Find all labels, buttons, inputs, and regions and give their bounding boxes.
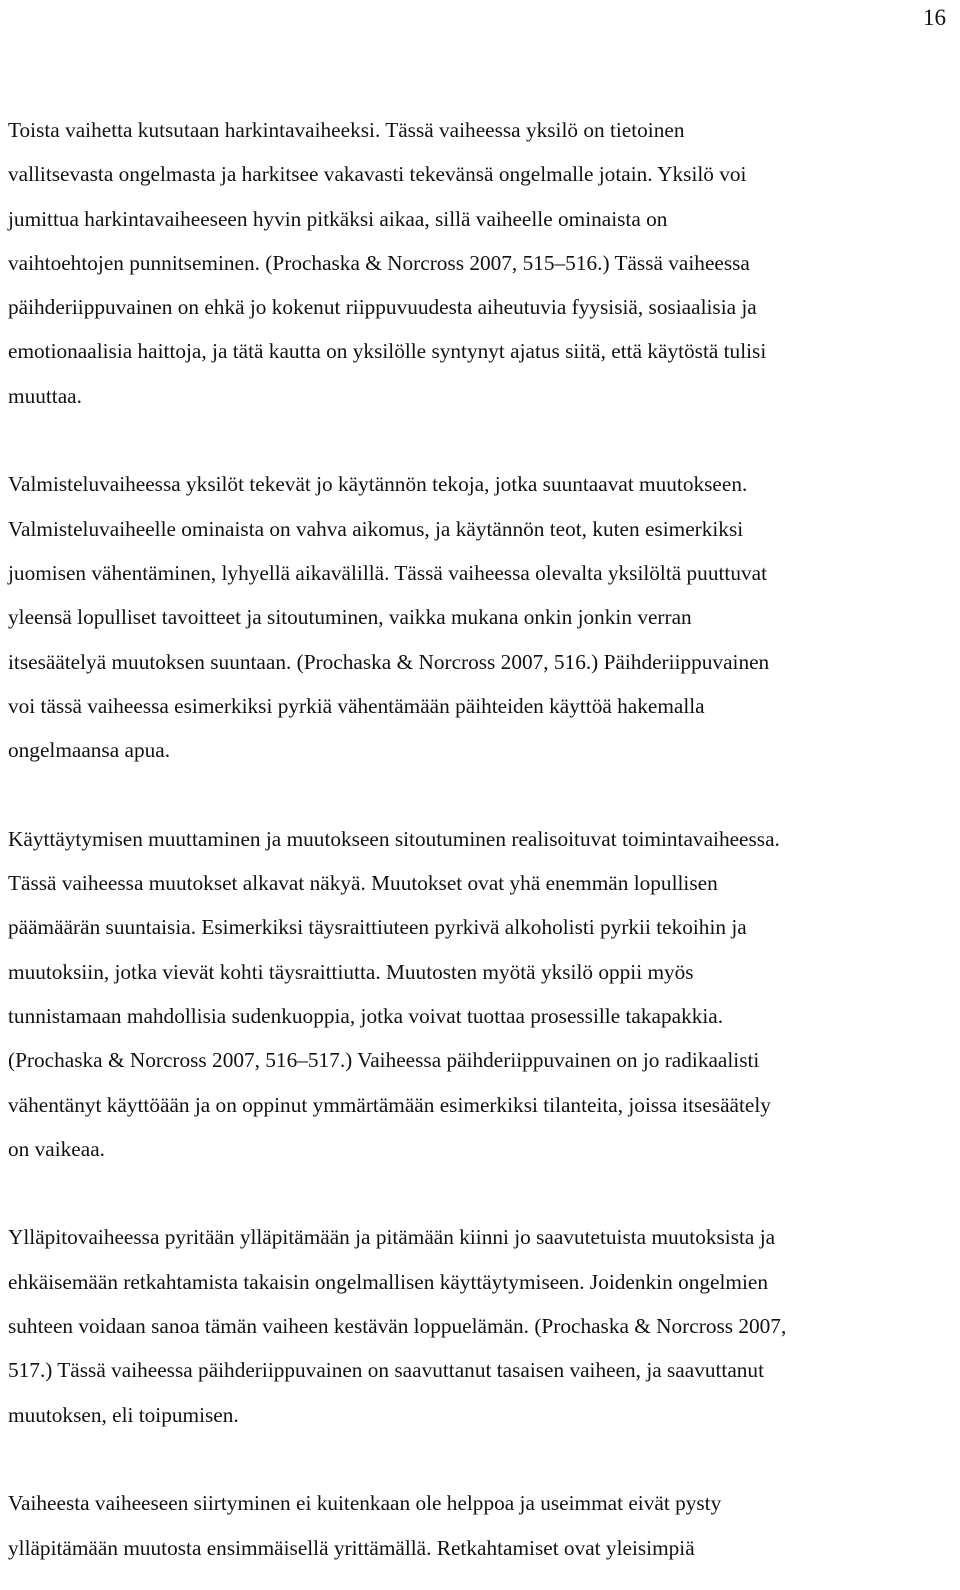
- document-body: [8, 108, 948, 1570]
- text-line: muutoksiin, jotka vievät kohti täysraittiutta. Muutosten myötä yksilö oppii myös: [8, 959, 694, 984]
- paragraph-toimintavaihe: [8, 817, 948, 1171]
- text-line: 517.) Tässä vaiheessa päihderiippuvainen on saavuttanut tasaisen vaiheen, ja saavuttanut: [8, 1358, 764, 1383]
- paragraph-vaiheesta-vaiheeseen: [8, 1481, 948, 1570]
- text-line: suhteen voidaan sanoa tämän vaiheen kestävän loppuelämän. (Prochaska & Norcross 2007,: [8, 1314, 787, 1339]
- paragraph-yllapitovaihe: [8, 1215, 948, 1436]
- text-line: muutoksen, eli toipumisen.: [8, 1402, 239, 1427]
- text-line: Toista vaihetta kutsutaan harkintavaiheeksi. Tässä vaiheessa yksilö on tietoinen: [8, 118, 685, 142]
- text-line: ylläpitämään muutosta ensimmäisellä yrittämällä. Retkahtamiset ovat yleisimpiä: [8, 1535, 695, 1560]
- paragraph-spacer: [8, 1437, 948, 1481]
- paragraph-spacer: [8, 1171, 948, 1215]
- text-line: emotionaalisia haittoja, ja tätä kautta on yksilölle syntynyt ajatus siitä, että käytöstä tulisi: [8, 339, 767, 364]
- text-line: Tässä vaiheessa muutokset alkavat näkyä. Muutokset ovat yhä enemmän lopullisen: [8, 871, 718, 896]
- paragraph-harkintavaihe: [8, 108, 948, 418]
- text-line: itsesäätelyä muutoksen suuntaan. (Prochaska & Norcross 2007, 516.) Päihderiippuvainen: [8, 649, 770, 674]
- text-line: tunnistamaan mahdollisia sudenkuoppia, jotka voivat tuottaa prosessille takapakkia.: [8, 1003, 724, 1028]
- text-line: Vaiheesta vaiheeseen siirtyminen ei kuitenkaan ole helppoa ja useimmat eivät pysty: [8, 1491, 722, 1516]
- text-line: Valmisteluvaiheessa yksilöt tekevät jo käytännön tekoja, jotka suuntaavat muutokseen.: [8, 472, 748, 497]
- text-line: voi tässä vaiheessa esimerkiksi pyrkiä vähentämään päihteiden käyttöä hakemalla: [8, 693, 705, 718]
- text-line: juomisen vähentäminen, lyhyellä aikavälillä. Tässä vaiheessa olevalta yksilöltä puuttuvat: [8, 560, 767, 585]
- text-line: Käyttäytymisen muuttaminen ja muutokseen sitoutuminen realisoituvat toimintavaiheessa.: [8, 826, 780, 851]
- page-number: 16: [923, 5, 946, 30]
- paragraph-spacer: [8, 772, 948, 816]
- text-line: Valmisteluvaiheelle ominaista on vahva aikomus, ja käytännön teot, kuten esimerkiksi: [8, 516, 744, 541]
- paragraph-valmisteluvaihe: [8, 462, 948, 772]
- text-line: Ylläpitovaiheessa pyritään ylläpitämään ja pitämään kiinni jo saavutetuista muutoksista ja: [8, 1225, 776, 1250]
- text-line: jumittua harkintavaiheeseen hyvin pitkäksi aikaa, sillä vaiheelle ominaista on: [8, 206, 668, 231]
- text-line: päämäärän suuntaisia. Esimerkiksi täysraittiuteen pyrkivä alkoholisti pyrkii tekoihin ja: [8, 915, 747, 940]
- text-line: päihderiippuvainen on ehkä jo kokenut riippuvuudesta aiheutuvia fyysisiä, sosiaalisia ja: [8, 295, 757, 320]
- text-line: yleensä lopulliset tavoitteet ja sitoutuminen, vaikka mukana onkin jonkin verran: [8, 605, 692, 630]
- text-line: vallitsevasta ongelmasta ja harkitsee vakavasti tekevänsä ongelmalle jotain. Yksilö voi: [8, 162, 747, 187]
- paragraph-spacer: [8, 418, 948, 462]
- text-line: vaihtoehtojen punnitseminen. (Prochaska & Norcross 2007, 515–516.) Tässä vaiheessa: [8, 250, 750, 275]
- text-line: on vaikeaa.: [8, 1136, 105, 1161]
- text-line: (Prochaska & Norcross 2007, 516–517.) Vaiheessa päihderiippuvainen on jo radikaalisti: [8, 1048, 760, 1073]
- text-line: muuttaa.: [8, 383, 82, 408]
- text-line: ehkäisemään retkahtamista takaisin ongelmallisen käyttäytymiseen. Joidenkin ongelmien: [8, 1269, 768, 1294]
- text-line: vähentänyt käyttöään ja on oppinut ymmärtämään esimerkiksi tilanteita, joissa itsesäätely: [8, 1092, 771, 1117]
- text-line: ongelmaansa apua.: [8, 738, 171, 763]
